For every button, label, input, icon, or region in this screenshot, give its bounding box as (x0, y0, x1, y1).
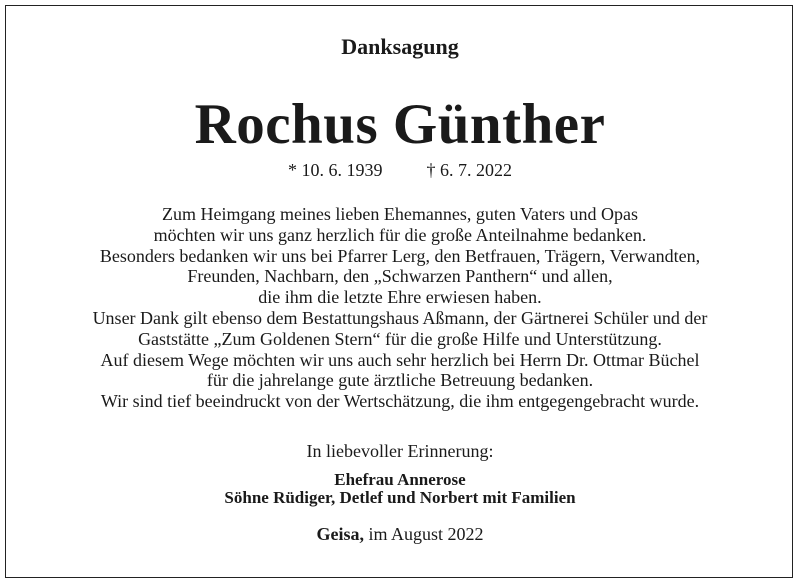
text-line: Besonders bedanken wir uns bei Pfarrer Lerg, den Betfrauen, Trägern, Verwandten, (99, 245, 701, 266)
text-line: Wir sind tief beeindruckt von der Wertschätzung, die ihm entgegengebracht wurde. (100, 391, 700, 412)
text-line: Zum Heimgang meines lieben Ehemannes, guten Vaters und Opas (161, 204, 639, 224)
text-line: möchten wir uns ganz herzlich für die große Anteilnahme bedanken. (153, 224, 647, 245)
life-dates (0, 160, 800, 181)
birth-date: * 10. 6. 1939 (288, 160, 383, 180)
signature-sons: Söhne Rüdiger, Detlef und Norbert mit Familien (224, 488, 576, 507)
signature-wife: Ehefrau Annerose (334, 470, 466, 489)
text-line: für die jahrelange gute ärztliche Betreuung bedanken. (206, 370, 594, 391)
text-line: Gaststätte „Zum Goldenen Stern“ für die große Hilfe und Unterstützung. (138, 328, 662, 349)
place-month: im August 2022 (363, 524, 484, 544)
text-line: Freunden, Nachbarn, den „Schwarzen Panthern“ und allen, (187, 266, 613, 287)
place-town: Geisa, (316, 524, 364, 544)
notice-heading: Danksagung (341, 34, 459, 59)
text-line: Auf diesem Wege möchten wir uns auch sehr herzlich bei Herrn Dr. Ottmar Büchel (100, 349, 700, 370)
text-line: die ihm die letzte Ehre erwiesen haben. (258, 287, 542, 308)
place-date (0, 524, 800, 545)
closing-line: In liebevoller Erinnerung: (306, 441, 494, 461)
death-date: † 6. 7. 2022 (426, 160, 512, 180)
text-line: Unser Dank gilt ebenso dem Bestattungshaus Aßmann, der Gärtnerei Schüler und der (92, 307, 708, 328)
deceased-name: Rochus Günther (194, 93, 606, 156)
thanks-text (0, 204, 800, 412)
